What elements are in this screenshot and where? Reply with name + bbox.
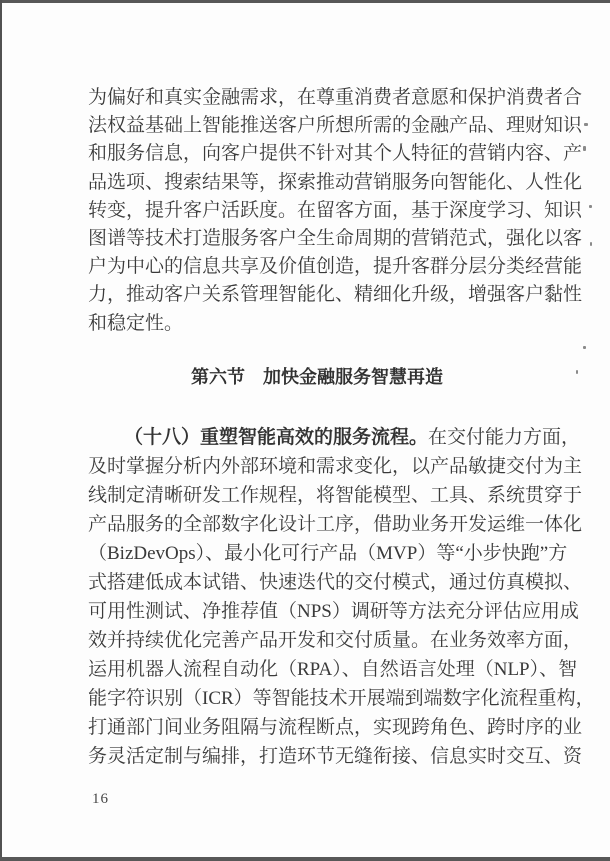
text-line: 可用性测试、净推荐值（NPS）调研等方法充分评估应用成	[88, 601, 579, 622]
text-line: 力，推动客户关系管理智能化、精细化升级，增强客户黏性	[88, 284, 583, 306]
text-line: 打通部门间业务阻隔与流程断点，实现跨角色、跨时序的业	[88, 717, 583, 738]
paragraph-continuation	[88, 84, 583, 338]
text-span: 在交付能力方面，	[428, 427, 581, 448]
scan-speck	[583, 346, 586, 349]
text-line	[88, 423, 581, 452]
text-line: 和服务信息，向客户提供不针对其个人特征的营销内容、产	[88, 143, 583, 165]
text-line: 务灵活定制与编排，打造环节无缝衔接、信息实时交互、资	[88, 746, 583, 767]
text-line: 效并持续优化完善产品开发和交付质量。在业务效率方面，	[88, 630, 583, 651]
text-line: 及时掌握分析内外部环境和需求变化，以产品敏捷交付为主	[88, 456, 583, 477]
text-line: 和稳定性。	[88, 312, 184, 334]
scan-edge-left	[0, 0, 2, 861]
text-line: 为偏好和真实金融需求，在尊重消费者意愿和保护消费者合	[88, 87, 583, 108]
text-line: 图谱等技术打造服务客户全生命周期的营销范式，强化以客	[88, 227, 583, 249]
text-line: 法权益基础上智能推送客户所想所需的金融产品、理财知识	[88, 115, 583, 137]
scan-speck	[584, 123, 588, 126]
page-number: 16	[92, 791, 109, 807]
text-line: 式搭建低成本试错、快速迭代的交付模式，通过仿真模拟、	[88, 572, 583, 593]
text-line: 能字符识别（ICR）等智能技术开展端到端数字化流程重构，	[88, 688, 595, 709]
scan-speck	[576, 370, 578, 374]
section-heading: 第六节 加快金融服务智慧再造	[191, 367, 443, 387]
text-line: 线制定清晰研发工作规程，将智能模型、工具、系统贯穿于	[88, 485, 583, 506]
paragraph-18	[88, 423, 595, 771]
paragraph-lead: （十八）重塑智能高效的服务流程。	[124, 427, 429, 448]
scan-speck	[590, 242, 592, 246]
text-line: 产品服务的全部数字化设计工序，借助业务开发运维一体化	[88, 514, 583, 535]
text-line: 户为中心的信息共享及价值创造，提升客群分层分类经营能	[88, 256, 583, 278]
text-line: 运用机器人流程自动化（RPA）、自然语言处理（NLP）、智	[88, 659, 578, 680]
text-line: 品选项、搜索结果等，探索推动营销服务向智能化、人性化	[88, 171, 583, 193]
scan-edge-bottom	[0, 857, 610, 861]
text-line: （BizDevOps）、最小化可行产品（MVP）等“小步快跑”方	[88, 543, 568, 564]
scan-speck	[583, 146, 586, 151]
scan-edge-top	[0, 0, 610, 3]
text-line: 转变，提升客户活跃度。在留客方面，基于深度学习、知识	[88, 199, 583, 221]
scan-speck	[589, 205, 592, 208]
